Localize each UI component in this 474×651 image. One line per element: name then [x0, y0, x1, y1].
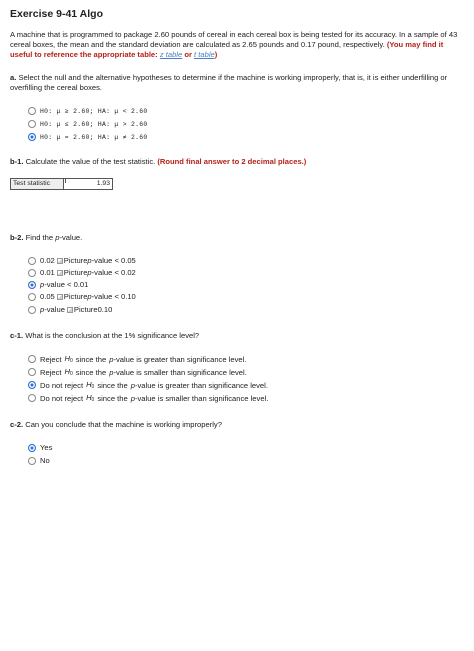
part-b1-label: b-1. — [10, 157, 24, 166]
p-value-option[interactable] — [28, 305, 112, 314]
radio-button[interactable] — [28, 381, 36, 389]
test-statistic-row — [10, 178, 113, 190]
problem-statement — [10, 30, 462, 60]
hypothesis-option[interactable] — [28, 107, 148, 115]
p-symbol: p — [87, 256, 92, 265]
conclusion-since: since the — [97, 393, 128, 403]
test-statistic-label: Test statistic — [10, 178, 64, 190]
conclusion-option[interactable] — [28, 354, 246, 364]
part-a-label: a. — [10, 73, 17, 82]
broken-image — [55, 292, 88, 301]
radio-button[interactable] — [28, 306, 36, 314]
part-b2-question — [10, 233, 462, 243]
h0-symbol: $H_0$ — [86, 393, 95, 403]
conclusion-reason: -value is greater than significance level. — [134, 380, 268, 390]
h0-symbol: $H_0$ — [64, 367, 73, 377]
part-c1-question — [10, 331, 462, 341]
hypothesis-option[interactable] — [28, 120, 148, 128]
p-symbol: p — [130, 380, 135, 390]
h0-symbol: $H_0$ — [64, 354, 73, 364]
p-value-option[interactable] — [28, 292, 136, 301]
p-value-bound: 0.02 — [40, 256, 55, 265]
part-b1-text: Calculate the value of the test statistic. — [25, 157, 156, 166]
p-symbol: p — [109, 367, 114, 377]
radio-button[interactable] — [28, 120, 36, 128]
p-value-range: -value < 0.02 — [91, 268, 136, 277]
radio-button[interactable] — [28, 133, 36, 141]
part-b1-question — [10, 157, 462, 167]
image-placeholder-icon — [57, 294, 63, 300]
p-value-text: -value < 0.01 — [44, 280, 89, 289]
p-symbol: p — [109, 354, 114, 364]
answer-option[interactable] — [28, 456, 50, 465]
conclusion-verb: Reject — [40, 367, 62, 377]
p-value-range: -value < 0.10 — [91, 292, 136, 301]
conclusion-reason: -value is greater than significance level. — [113, 354, 247, 364]
input-cursor — [65, 179, 66, 183]
image-alt-text: Picture — [63, 256, 88, 265]
hypothesis-option[interactable] — [28, 133, 148, 141]
conclusion-verb: Do not reject — [40, 380, 84, 390]
answer-text: No — [40, 456, 50, 465]
z-table-link[interactable]: z table — [159, 50, 183, 59]
test-statistic-input[interactable]: 1.93 — [64, 178, 113, 190]
t-table-link[interactable]: t table — [194, 50, 215, 59]
p-symbol: p — [87, 268, 92, 277]
radio-button[interactable] — [28, 368, 36, 376]
part-a-text: Select the null and the alternative hypotheses to determine if the machine is working improperly, that is, it is either underfilling or overfilling the cereal boxes. — [10, 73, 448, 92]
conclusion-reason: -value is smaller than significance level. — [134, 393, 269, 403]
radio-button[interactable] — [28, 394, 36, 402]
radio-button[interactable] — [28, 457, 36, 465]
radio-button[interactable] — [28, 281, 36, 289]
hypothesis-text: H0: μ = 2.60; HA: μ ≠ 2.60 — [40, 133, 148, 141]
conclusion-verb: Do not reject — [40, 393, 84, 403]
p-value-bound: 0.01 — [40, 268, 55, 277]
conclusion-option[interactable] — [28, 393, 268, 403]
part-a-question — [10, 73, 462, 93]
p-symbol: p — [130, 393, 135, 403]
conclusion-option[interactable] — [28, 380, 268, 390]
broken-image — [55, 256, 88, 265]
radio-button[interactable] — [28, 355, 36, 363]
part-b2-label: b-2. — [10, 233, 24, 242]
radio-button[interactable] — [28, 293, 36, 301]
image-placeholder-icon — [67, 307, 73, 313]
image-placeholder-icon — [57, 258, 63, 264]
part-c1-label: c-1. — [10, 331, 24, 340]
image-alt-text: Picture — [63, 268, 88, 277]
p-value-range: -value < 0.05 — [91, 256, 136, 265]
broken-image — [65, 305, 98, 314]
p-symbol: p — [40, 305, 45, 314]
conclusion-reason: -value is smaller than significance level. — [113, 367, 247, 377]
conclusion-since: since the — [97, 380, 128, 390]
part-c2-question — [10, 420, 462, 430]
part-b2-p: p — [55, 233, 60, 242]
radio-button[interactable] — [28, 269, 36, 277]
conclusion-verb: Reject — [40, 354, 62, 364]
radio-button[interactable] — [28, 444, 36, 452]
image-alt-text: Picture — [63, 292, 88, 301]
part-b2-text-post: -value. — [59, 233, 83, 242]
table-hint: (You may find it useful to reference the appropriate table: — [10, 40, 444, 59]
radio-button[interactable] — [28, 257, 36, 265]
p-value-text: -value — [44, 305, 65, 314]
or-text: or — [184, 50, 192, 59]
part-b2-text-pre: Find the — [25, 233, 54, 242]
p-value-bound: 0.05 — [40, 292, 55, 301]
part-c1-text: What is the conclusion at the 1% significance level? — [25, 331, 200, 340]
p-value-option[interactable] — [28, 280, 88, 289]
part-c2-text: Can you conclude that the machine is working improperly? — [25, 420, 222, 429]
image-alt-text: Picture — [73, 305, 98, 314]
answer-text: Yes — [40, 443, 53, 452]
hypothesis-text: H0: μ ≤ 2.60; HA: μ > 2.60 — [40, 120, 148, 128]
part-c2-label: c-2. — [10, 420, 24, 429]
p-symbol: p — [40, 280, 45, 289]
round-note: (Round final answer to 2 decimal places.) — [157, 157, 307, 166]
intro-text: A machine that is programmed to package 2.60 pounds of cereal in each cereal box is being tested for its accuracy. In a sample of 43 cereal boxes, the mean and the standard deviation are calculated as 2.65 pounds and 0.17 pound, respectively. — [10, 30, 458, 49]
hypothesis-text: H0: μ ≥ 2.60; HA: μ < 2.60 — [40, 107, 148, 115]
image-placeholder-icon — [57, 270, 63, 276]
close-paren: ) — [214, 50, 218, 59]
answer-option[interactable] — [28, 443, 52, 452]
p-value-bound: 0.10 — [97, 305, 113, 314]
broken-image — [55, 268, 88, 277]
h0-symbol: $H_0$ — [86, 380, 95, 390]
p-value-option[interactable] — [28, 268, 136, 277]
conclusion-since: since the — [75, 354, 107, 364]
conclusion-option[interactable] — [28, 367, 247, 377]
p-symbol: p — [87, 292, 92, 301]
radio-button[interactable] — [28, 107, 36, 115]
exercise-title: Exercise 9-41 Algo — [10, 8, 103, 20]
conclusion-since: since the — [75, 367, 107, 377]
p-value-option[interactable] — [28, 256, 136, 265]
